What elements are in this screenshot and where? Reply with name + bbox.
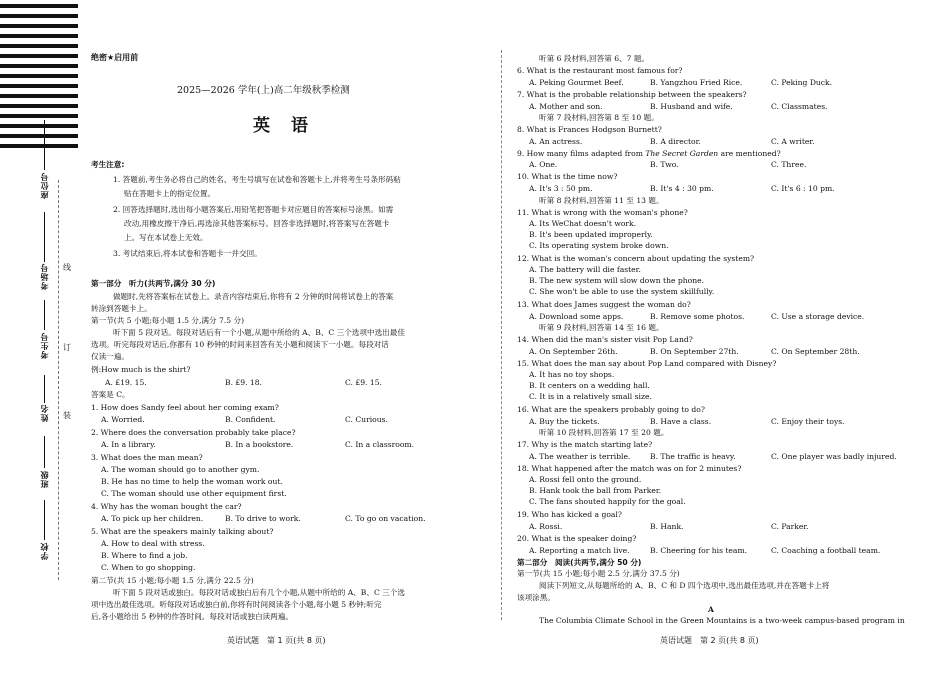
q19-option-c: C. Parker. — [771, 522, 809, 531]
question-8: 8. What is Frances Hodgson Burnett? — [517, 125, 662, 134]
q15-option-c: C. It is in a relatively small size. — [529, 392, 652, 401]
secret-mark: 绝密★启用前 — [91, 53, 139, 62]
sec2-heading: 第二节(共 15 小题;每小题 1.5 分,满分 22.5 分) — [91, 576, 254, 585]
q10-option-a: A. It's 3 : 50 pm. — [529, 184, 593, 193]
name-line — [44, 375, 45, 403]
question-5: 5. What are the speakers mainly talking about? — [91, 527, 274, 536]
q13-option-a: A. Download some apps. — [529, 312, 624, 321]
notice-heading: 考生注意: — [91, 160, 125, 169]
q4-option-c: C. To go on vacation. — [345, 514, 426, 523]
q6-option-c: C. Peking Duck. — [771, 78, 833, 87]
q9-book-title: The Secret Garden — [645, 149, 719, 158]
q6-option-a: A. Peking Gourmet Beef. — [529, 78, 624, 87]
material-7-intro: 听第 7 段材料,回答第 8 至 10 题。 — [539, 113, 659, 122]
seat-label: 座位号 — [40, 172, 49, 199]
q14-option-c: C. On September 28th. — [771, 347, 860, 356]
cut-mark-bind: 装 — [63, 411, 71, 420]
part2-desc-2: 该项涂黑。 — [517, 593, 555, 602]
question-3: 3. What does the man mean? — [91, 453, 203, 462]
question-12: 12. What is the woman's concern about updating the system? — [517, 254, 755, 263]
school-line — [44, 500, 45, 540]
material-9-intro: 听第 9 段材料,回答第 14 至 16 题。 — [539, 323, 664, 332]
material-10-intro: 听第 10 段材料,回答第 17 至 20 题。 — [539, 428, 669, 437]
question-1: 1. How does Sandy feel about her coming exam? — [91, 403, 279, 412]
q2-option-a: A. In a library. — [101, 440, 156, 449]
cut-mark-order: 订 — [63, 343, 71, 352]
q4-option-b: B. To drive to work. — [225, 514, 301, 523]
q12-option-c: C. She won't be able to use the system skillfully. — [529, 287, 715, 296]
question-4: 4. Why has the woman bought the car? — [91, 502, 242, 511]
question-19: 19. Who has kicked a goal? — [517, 510, 622, 519]
q9-option-a: A. One. — [529, 160, 558, 169]
sec1-desc-3: 仅读一遍。 — [91, 352, 129, 361]
example-answer: 答案是 C。 — [91, 390, 130, 399]
q9-option-c: C. Three. — [771, 160, 807, 169]
q11-option-c: C. Its operating system broke down. — [529, 241, 669, 250]
exam-title: 2025—2026 学年(上)高二年级秋季检测 — [177, 85, 350, 96]
sec1-desc-2: 选项。听完每段对话后,你都有 10 秒钟的时间来回答有关小题和阅读下一小题。每段对话 — [91, 340, 389, 349]
q8-option-b: B. A director. — [650, 137, 701, 146]
notice-line-1: 1. 答题前,考生务必将自己的姓名、考生号填写在试卷和答题卡上,并将考生号条形码粘 — [113, 175, 401, 184]
cut-mark-line: 线 — [63, 263, 71, 272]
part2-heading: 第二部分 阅读(共两节,满分 50 分) — [517, 558, 642, 567]
question-9 — [517, 149, 781, 159]
q6-option-b: B. Yangzhou Fried Rice. — [650, 78, 743, 87]
q16-option-c: C. Enjoy their toys. — [771, 417, 845, 426]
q19-option-b: B. Hank. — [650, 522, 684, 531]
q14-option-b: B. On September 27th. — [650, 347, 739, 356]
q10-option-b: B. It's 4 : 30 pm. — [650, 184, 714, 193]
part2-desc-1: 阅读下列短文,从每题所给的 A、B、C 和 D 四个选项中,选出最佳选项,并在答题卡上将 — [539, 581, 830, 590]
q17-option-b: B. The traffic is heavy. — [650, 452, 736, 461]
example-option-c: C. £9. 15. — [345, 378, 382, 387]
q3-option-b: B. He has no time to help the woman work out. — [101, 477, 283, 486]
q11-option-a: A. Its WeChat doesn't work. — [529, 219, 637, 228]
question-7: 7. What is the probable relationship between the speakers? — [517, 90, 747, 99]
q12-option-a: A. The battery will die faster. — [529, 265, 641, 274]
sec1-desc-1: 听下面 5 段对话。每段对话后有一个小题,从题中所给的 A、B、C 三个选项中选出最佳 — [113, 328, 405, 337]
question-10: 10. What is the time now? — [517, 172, 618, 181]
part1-desc-1: 做题时,先将答案标在试卷上。录音内容结束后,你将有 2 分钟的时间将试卷上的答案 — [113, 292, 394, 301]
q16-option-b: B. Have a class. — [650, 417, 712, 426]
q3-option-a: A. The woman should go to another gym. — [101, 465, 260, 474]
example-option-b: B. £9. 18. — [225, 378, 262, 387]
notice-line-4: 改动,用橡皮擦干净后,再选涂其他答案标号。回答非选择题时,将答案写在答题卡 — [124, 219, 390, 228]
passage-letter: A — [708, 605, 714, 614]
q20-option-b: B. Cheering for his team. — [650, 546, 748, 555]
question-16: 16. What are the speakers probably going to do? — [517, 405, 705, 414]
q7-option-a: A. Mother and son. — [529, 102, 603, 111]
q17-option-a: A. The weather is terrible. — [529, 452, 631, 461]
binding-margin — [0, 0, 80, 688]
q8-option-c: C. A writer. — [771, 137, 815, 146]
q11-option-b: B. It's been updated improperly. — [529, 230, 653, 239]
q9-text-pre: 9. How many films adapted from — [517, 149, 646, 158]
q14-option-a: A. On September 26th. — [529, 347, 618, 356]
q8-option-a: A. An actress. — [529, 137, 583, 146]
sec1-heading: 第一节(共 5 小题;每小题 1.5 分,满分 7.5 分) — [91, 316, 245, 325]
question-18: 18. What happened after the match was on for 2 minutes? — [517, 464, 742, 473]
question-6: 6. What is the restaurant most famous for? — [517, 66, 683, 75]
q15-option-a: A. It has no toy shops. — [529, 370, 615, 379]
question-17: 17. Why is the match starting late? — [517, 440, 653, 449]
q16-option-a: A. Buy the tickets. — [529, 417, 600, 426]
q10-option-c: C. It's 6 : 10 pm. — [771, 184, 835, 193]
q9-option-b: B. Two. — [650, 160, 679, 169]
q1-option-a: A. Worried. — [101, 415, 145, 424]
exam-no-line — [44, 300, 45, 330]
sec2-desc-3: 后,各小题给出 5 秒钟的作答时间。每段对话或独白读两遍。 — [91, 612, 293, 621]
q7-option-c: C. Classmates. — [771, 102, 828, 111]
part1-heading: 第一部分 听力(共两节,满分 30 分) — [91, 279, 216, 288]
q13-option-b: B. Remove some photos. — [650, 312, 745, 321]
q18-option-c: C. The fans shouted happily for the goal. — [529, 497, 686, 506]
part1-desc-2: 转涂到答题卡上。 — [91, 304, 152, 313]
q19-option-a: A. Rossi. — [529, 522, 563, 531]
question-13: 13. What does James suggest the woman do? — [517, 300, 691, 309]
q20-option-c: C. Coaching a football team. — [771, 546, 881, 555]
subject-title: 英 语 — [253, 116, 310, 136]
room-label: 考场号 — [40, 263, 49, 290]
sec2-desc-2: 项中选出最佳选项。听每段对话或独白前,你将有时间阅读各个小题,每小题 5 秒钟;听完 — [91, 600, 382, 609]
q18-option-a: A. Rossi fell onto the ground. — [529, 475, 642, 484]
page-footer-2: 英语试题 第 2 页(共 8 页) — [660, 636, 759, 645]
page-footer-1: 英语试题 第 1 页(共 8 页) — [227, 636, 326, 645]
q12-option-b: B. The new system will slow down the phone. — [529, 276, 705, 285]
right-column — [517, 0, 917, 688]
question-2: 2. Where does the conversation probably take place? — [91, 428, 296, 437]
room-line — [44, 212, 45, 262]
name-label: 姓名 — [40, 404, 49, 422]
q2-option-c: C. In a classroom. — [345, 440, 415, 449]
q1-option-b: B. Confident. — [225, 415, 276, 424]
exam-no-label: 考生号 — [40, 332, 49, 359]
example-question: 例:How much is the shirt? — [91, 365, 191, 374]
q1-option-c: C. Curious. — [345, 415, 388, 424]
school-label: 学校 — [40, 542, 49, 560]
q9-text-post: are mentioned? — [718, 149, 781, 158]
notice-line-5: 上。写在本试卷上无效。 — [124, 233, 208, 242]
q4-option-a: A. To pick up her children. — [101, 514, 204, 523]
question-20: 20. What is the speaker doing? — [517, 534, 637, 543]
q17-option-c: C. One player was badly injured. — [771, 452, 897, 461]
question-11: 11. What is wrong with the woman's phone? — [517, 208, 688, 217]
seat-line — [44, 120, 45, 170]
q7-option-b: B. Husband and wife. — [650, 102, 733, 111]
example-option-a: A. £19. 15. — [105, 378, 147, 387]
part2-sec1-heading: 第一节(共 15 小题;每小题 2.5 分,满分 37.5 分) — [517, 569, 680, 578]
cut-dashed-line — [58, 180, 59, 580]
material-6-intro: 听第 6 段材料,回答第 6、7 题。 — [539, 54, 650, 63]
notice-line-2: 贴在答题卡上的指定位置。 — [124, 189, 216, 198]
q2-option-b: B. In a bookstore. — [225, 440, 294, 449]
material-8-intro: 听第 8 段材料,回答第 11 至 13 题。 — [539, 196, 664, 205]
class-label: 班级 — [40, 470, 49, 488]
column-divider — [501, 50, 502, 620]
q5-option-c: C. When to go shopping. — [101, 563, 196, 572]
sec2-desc-1: 听下面 5 段对话或独白。每段对话或独白后有几个小题,从题中所给的 A、B、C 三个选 — [113, 588, 405, 597]
q5-option-b: B. Where to find a job. — [101, 551, 188, 560]
q20-option-a: A. Reporting a match live. — [529, 546, 630, 555]
class-line — [44, 436, 45, 468]
q13-option-c: C. Use a storage device. — [771, 312, 865, 321]
left-column — [85, 0, 485, 688]
question-14: 14. When did the man's sister visit Pop Land? — [517, 335, 693, 344]
q5-option-a: A. How to deal with stress. — [101, 539, 205, 548]
passage-first-line: The Columbia Climate School in the Green Mountains is a two-week campus-based program in — [539, 616, 905, 625]
notice-line-6: 3. 考试结束后,将本试卷和答题卡一并交回。 — [113, 249, 262, 258]
q15-option-b: B. It centers on a wedding hall. — [529, 381, 650, 390]
notice-line-3: 2. 回答选择题时,选出每小题答案后,用铅笔把答题卡对应题目的答案标号涂黑。如需 — [113, 205, 394, 214]
q18-option-b: B. Hank took the ball from Parker. — [529, 486, 662, 495]
q3-option-c: C. The woman should use other equipment first. — [101, 489, 287, 498]
question-15: 15. What does the man say about Pop Land compared with Disney? — [517, 359, 777, 368]
